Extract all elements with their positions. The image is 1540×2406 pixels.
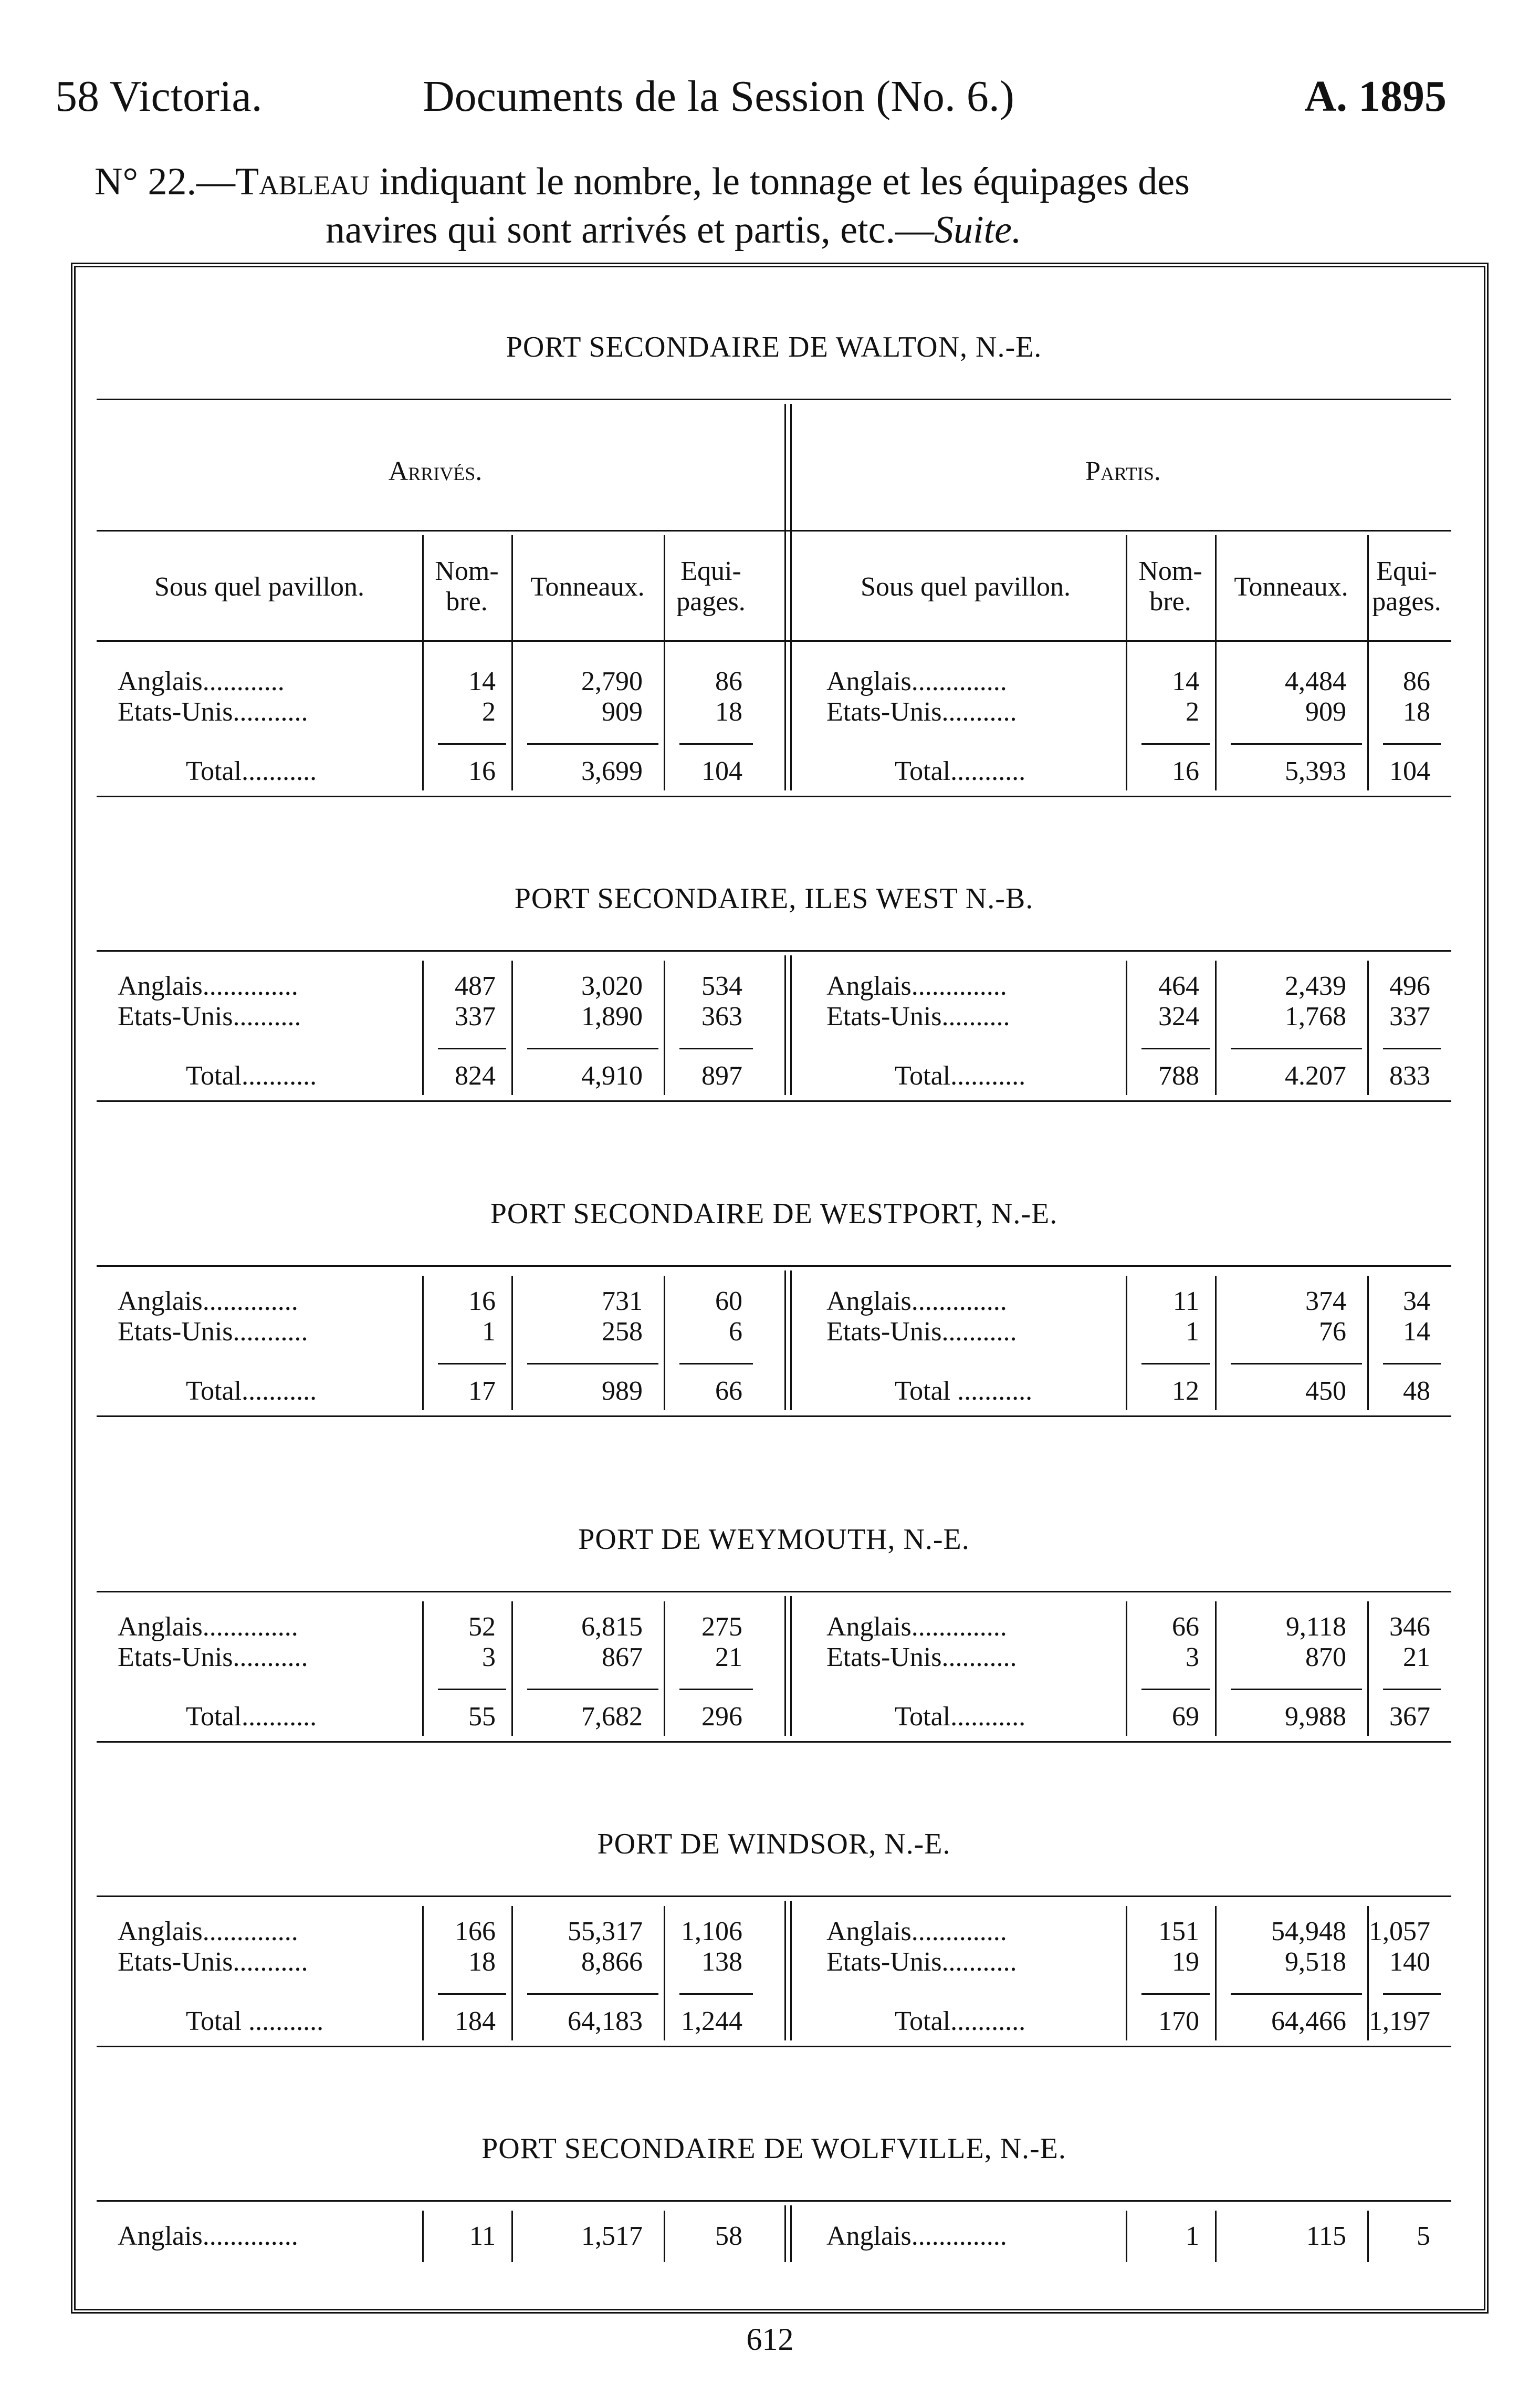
- flag-label: Anglais..............: [826, 971, 1007, 1001]
- total-crew: 296: [701, 1702, 742, 1732]
- column-rule: [664, 1906, 665, 2040]
- ship-count: 11: [1172, 1286, 1199, 1316]
- column-header-crew-line2: pages.: [676, 587, 746, 617]
- total-rule: [438, 1048, 506, 1049]
- total-rule: [1141, 1689, 1210, 1690]
- crew-count: 34: [1403, 1286, 1430, 1316]
- column-header-number-line1: Nom-: [1138, 556, 1202, 586]
- total-rule: [1383, 1689, 1441, 1690]
- total-crew: 1,244: [681, 2006, 742, 2036]
- total-rule: [438, 1689, 506, 1690]
- tonnage-value: 1,517: [581, 2221, 643, 2251]
- crew-count: 138: [701, 1947, 742, 1977]
- section-bottom-rule: [97, 796, 1451, 797]
- total-tonnage: 64,183: [568, 2006, 643, 2036]
- crew-count: 18: [715, 697, 742, 727]
- total-crew: 367: [1389, 1702, 1430, 1732]
- crew-count: 363: [701, 1002, 742, 1032]
- column-rule: [422, 961, 424, 1095]
- column-rule: [422, 535, 424, 790]
- ship-count: 2: [1186, 697, 1199, 727]
- total-count: 788: [1158, 1061, 1199, 1091]
- total-rule: [527, 1993, 658, 1995]
- total-crew: 104: [1389, 756, 1430, 786]
- total-label: Total...........: [895, 2006, 1026, 2036]
- flag-label: Anglais..............: [118, 1286, 298, 1316]
- column-rule: [1126, 961, 1127, 1095]
- ship-count: 16: [468, 1286, 496, 1316]
- total-label: Total...........: [186, 1061, 317, 1091]
- total-tonnage: 4.207: [1285, 1061, 1346, 1091]
- tonnage-value: 4,484: [1285, 666, 1346, 696]
- total-rule: [438, 1993, 506, 1995]
- total-rule: [1231, 1993, 1362, 1995]
- ship-count: 1: [1186, 1317, 1199, 1347]
- crew-count: 21: [1403, 1642, 1430, 1672]
- total-rule: [1141, 1993, 1210, 1995]
- column-rule: [1367, 2211, 1369, 2262]
- total-label: Total...........: [895, 756, 1026, 786]
- section-bottom-rule: [97, 1100, 1451, 1102]
- total-count: 17: [468, 1376, 496, 1406]
- page-header: [55, 71, 1447, 134]
- ship-count: 1: [482, 1317, 496, 1347]
- section-title-rule: [97, 2200, 1451, 2202]
- ship-count: 324: [1158, 1002, 1199, 1032]
- crew-count: 496: [1389, 971, 1430, 1001]
- ship-count: 14: [468, 666, 496, 696]
- total-label: Total...........: [895, 1061, 1026, 1091]
- total-tonnage: 989: [602, 1376, 643, 1406]
- ship-count: 19: [1172, 1947, 1199, 1977]
- ship-count: 18: [468, 1947, 496, 1977]
- total-rule: [1231, 1689, 1362, 1690]
- crew-count: 21: [715, 1642, 742, 1672]
- section-bottom-rule: [97, 1415, 1451, 1417]
- column-rule: [1367, 1906, 1369, 2040]
- crew-count: 275: [701, 1612, 742, 1642]
- total-rule: [527, 1363, 658, 1365]
- ship-count: 337: [455, 1002, 496, 1032]
- departed-heading: Partis.: [1085, 456, 1161, 486]
- title-prefix: N° 22.—: [95, 160, 236, 203]
- flag-label: Anglais..............: [826, 2221, 1007, 2251]
- total-crew: 897: [701, 1061, 742, 1091]
- total-count: 16: [1172, 756, 1199, 786]
- column-rule: [422, 1276, 424, 1410]
- total-tonnage: 4,910: [581, 1061, 643, 1091]
- total-count: 12: [1172, 1376, 1199, 1406]
- title-line-1: [95, 158, 1444, 206]
- crew-count: 140: [1389, 1947, 1430, 1977]
- flag-label: Etats-Unis...........: [118, 697, 308, 727]
- total-crew: 48: [1403, 1376, 1430, 1406]
- total-count: 824: [455, 1061, 496, 1091]
- tonnage-value: 6,815: [581, 1612, 643, 1642]
- title-word: Tableau: [235, 160, 370, 203]
- total-tonnage: 5,393: [1285, 756, 1346, 786]
- column-header-tonnage: Tonneaux.: [1234, 572, 1348, 602]
- tonnage-value: 3,020: [581, 971, 643, 1001]
- column-rule: [664, 535, 665, 790]
- tonnage-value: 909: [1305, 697, 1346, 727]
- column-header-crew-line1: Equi-: [1376, 556, 1437, 586]
- total-rule: [527, 1689, 658, 1690]
- total-crew: 104: [701, 756, 742, 786]
- column-rule: [511, 535, 513, 790]
- flag-label: Etats-Unis..........: [826, 1002, 1010, 1032]
- total-crew: 833: [1389, 1061, 1430, 1091]
- section-title-rule: [97, 399, 1451, 400]
- tonnage-value: 2,790: [581, 666, 643, 696]
- arrived-heading: Arrivés.: [388, 456, 483, 486]
- column-header-crew-line2: pages.: [1372, 587, 1441, 617]
- total-rule: [1141, 1048, 1210, 1049]
- section-title-rule: [97, 1265, 1451, 1267]
- crew-count: 5: [1417, 2221, 1430, 2251]
- crew-count: 18: [1403, 697, 1430, 727]
- total-count: 69: [1172, 1702, 1199, 1732]
- total-label: Total...........: [895, 1702, 1026, 1732]
- total-tonnage: 3,699: [581, 756, 643, 786]
- section-title-rule: [97, 1895, 1451, 1897]
- column-header-flag: Sous quel pavillon.: [154, 572, 365, 602]
- column-rule: [1367, 1276, 1369, 1410]
- ship-count: 3: [1186, 1642, 1199, 1672]
- flag-label: Anglais..............: [826, 1286, 1007, 1316]
- column-header-number-line1: Nom-: [435, 556, 499, 586]
- column-rule: [1126, 1601, 1127, 1736]
- total-crew: 66: [715, 1376, 742, 1406]
- column-rule: [664, 2211, 665, 2262]
- flag-label: Anglais..............: [826, 1612, 1007, 1642]
- column-rule: [664, 961, 665, 1095]
- ship-count: 1: [1186, 2221, 1199, 2251]
- title-line1-rest: indiquant le nombre, le tonnage et les équipages des: [370, 160, 1190, 203]
- ship-count: 66: [1172, 1612, 1199, 1642]
- flag-label: Etats-Unis...........: [826, 1642, 1017, 1672]
- tonnage-value: 867: [602, 1642, 643, 1672]
- total-rule: [1231, 1363, 1362, 1365]
- total-tonnage: 450: [1305, 1376, 1346, 1406]
- ship-count: 166: [455, 1917, 496, 1946]
- section-bottom-rule: [97, 2046, 1451, 2047]
- ship-count: 2: [482, 697, 496, 727]
- column-header-crew-line1: Equi-: [680, 556, 741, 586]
- column-rule: [1126, 2211, 1127, 2262]
- column-rule: [1215, 1906, 1217, 2040]
- column-header-crew: [664, 556, 758, 617]
- total-rule: [1383, 1993, 1441, 1995]
- ship-count: 14: [1172, 666, 1199, 696]
- flag-label: Anglais..............: [118, 1612, 298, 1642]
- crew-count: 337: [1389, 1002, 1430, 1032]
- tonnage-value: 374: [1305, 1286, 1346, 1316]
- tonnage-value: 1,890: [581, 1002, 643, 1032]
- column-rule: [1367, 1601, 1369, 1736]
- title-suite: Suite.: [934, 209, 1022, 252]
- tonnage-value: 76: [1319, 1317, 1346, 1347]
- side-divider: [784, 1901, 792, 2040]
- crew-count: 86: [715, 666, 742, 696]
- tonnage-value: 55,317: [568, 1917, 643, 1946]
- tonnage-value: 258: [602, 1317, 643, 1347]
- tonnage-value: 54,948: [1271, 1917, 1346, 1946]
- crew-count: 14: [1403, 1317, 1430, 1347]
- tonnage-value: 115: [1306, 2221, 1346, 2251]
- tonnage-value: 870: [1305, 1642, 1346, 1672]
- column-rule: [664, 1276, 665, 1410]
- section-bottom-rule: [97, 1741, 1451, 1743]
- section-title-rule: [97, 1591, 1451, 1592]
- column-header-number-line2: bre.: [446, 587, 488, 617]
- side-divider: [784, 955, 792, 1095]
- flag-label: Etats-Unis...........: [826, 1947, 1017, 1977]
- header-left: 58 Victoria.: [55, 72, 263, 121]
- section-title: PORT SECONDAIRE DE WOLFVILLE, N.-E.: [481, 2132, 1066, 2165]
- column-rule: [511, 2211, 513, 2262]
- total-count: 16: [468, 756, 496, 786]
- flag-label: Anglais..............: [826, 666, 1007, 696]
- total-label: Total ...........: [895, 1376, 1033, 1406]
- ship-count: 11: [469, 2221, 496, 2251]
- column-rule: [511, 1601, 513, 1736]
- section-title-rule: [97, 950, 1451, 952]
- total-rule: [1383, 1363, 1441, 1365]
- total-count: 184: [455, 2006, 496, 2036]
- ship-count: 3: [482, 1642, 496, 1672]
- flag-label: Etats-Unis..........: [118, 1002, 301, 1032]
- tonnage-value: 9,518: [1285, 1947, 1346, 1977]
- total-rule: [679, 1993, 753, 1995]
- column-rule: [1367, 535, 1369, 790]
- column-rule: [422, 1601, 424, 1736]
- side-divider: [784, 1596, 792, 1736]
- column-header-rule: [97, 640, 1451, 642]
- title-line2: navires qui sont arrivés et partis, etc.—: [326, 209, 934, 252]
- ship-count: 487: [455, 971, 496, 1001]
- crew-count: 346: [1389, 1612, 1430, 1642]
- total-count: 55: [468, 1702, 496, 1732]
- crew-count: 1,057: [1369, 1917, 1430, 1946]
- column-rule: [1215, 2211, 1217, 2262]
- column-header-number-line2: bre.: [1149, 587, 1191, 617]
- page-number: 612: [746, 2322, 794, 2357]
- column-header-number: [1126, 556, 1215, 617]
- total-rule: [1231, 743, 1362, 745]
- header-center: Documents de la Session (No. 6.): [423, 72, 1014, 121]
- column-rule: [1215, 961, 1217, 1095]
- flag-label: Anglais............: [118, 666, 285, 696]
- tonnage-value: 909: [602, 697, 643, 727]
- ship-count: 464: [1158, 971, 1199, 1001]
- table-title: [95, 158, 1444, 254]
- side-divider: [784, 404, 792, 790]
- tonnage-value: 1,768: [1285, 1002, 1346, 1032]
- column-header-number: [422, 556, 511, 617]
- column-rule: [1126, 1276, 1127, 1410]
- tonnage-value: 2,439: [1285, 971, 1346, 1001]
- flag-label: Anglais..............: [118, 2221, 298, 2251]
- column-rule: [1215, 1276, 1217, 1410]
- side-divider: [784, 1270, 792, 1410]
- flag-label: Etats-Unis...........: [118, 1317, 308, 1347]
- total-label: Total...........: [186, 1702, 317, 1732]
- section-title: PORT SECONDAIRE DE WALTON, N.-E.: [506, 331, 1042, 363]
- total-label: Total ...........: [186, 2006, 324, 2036]
- section-title: PORT DE WEYMOUTH, N.-E.: [578, 1523, 970, 1556]
- ship-count: 52: [468, 1612, 496, 1642]
- section-title: PORT DE WINDSOR, N.-E.: [597, 1828, 951, 1860]
- column-rule: [422, 1906, 424, 2040]
- total-rule: [679, 743, 753, 745]
- column-group-rule: [97, 530, 1451, 532]
- column-header-tonnage: Tonneaux.: [530, 572, 645, 602]
- column-rule: [511, 1276, 513, 1410]
- column-rule: [1215, 1601, 1217, 1736]
- total-crew: 1,197: [1369, 2006, 1430, 2036]
- crew-count: 58: [715, 2221, 742, 2251]
- flag-label: Etats-Unis...........: [118, 1947, 308, 1977]
- column-rule: [511, 1906, 513, 2040]
- flag-label: Etats-Unis...........: [118, 1642, 308, 1672]
- total-rule: [527, 1048, 658, 1049]
- tonnage-value: 8,866: [581, 1947, 643, 1977]
- total-rule: [438, 743, 506, 745]
- crew-count: 60: [715, 1286, 742, 1316]
- total-tonnage: 9,988: [1285, 1702, 1346, 1732]
- total-rule: [1231, 1048, 1362, 1049]
- column-header-flag: Sous quel pavillon.: [860, 572, 1071, 602]
- tonnage-value: 9,118: [1285, 1612, 1346, 1642]
- total-rule: [1383, 743, 1441, 745]
- total-rule: [679, 1363, 753, 1365]
- crew-count: 86: [1403, 666, 1430, 696]
- total-rule: [1141, 1363, 1210, 1365]
- column-rule: [1126, 535, 1127, 790]
- section-title: PORT SECONDAIRE DE WESTPORT, N.-E.: [490, 1197, 1058, 1230]
- flag-label: Etats-Unis...........: [826, 1317, 1017, 1347]
- total-rule: [1141, 743, 1210, 745]
- column-rule: [1215, 535, 1217, 790]
- flag-label: Anglais..............: [826, 1917, 1007, 1946]
- total-rule: [1383, 1048, 1441, 1049]
- column-rule: [664, 1601, 665, 1736]
- crew-count: 6: [729, 1317, 742, 1347]
- column-header-crew: [1367, 556, 1446, 617]
- total-rule: [679, 1048, 753, 1049]
- flag-label: Anglais..............: [118, 1917, 298, 1946]
- column-rule: [511, 961, 513, 1095]
- table-frame: [71, 263, 1489, 2314]
- total-tonnage: 64,466: [1271, 2006, 1346, 2036]
- column-rule: [1126, 1906, 1127, 2040]
- side-divider: [784, 2205, 792, 2262]
- total-rule: [438, 1363, 506, 1365]
- column-rule: [422, 2211, 424, 2262]
- total-label: Total...........: [186, 756, 317, 786]
- total-tonnage: 7,682: [581, 1702, 643, 1732]
- section-title: PORT SECONDAIRE, ILES WEST N.-B.: [514, 882, 1034, 915]
- tonnage-value: 731: [602, 1286, 643, 1316]
- total-count: 170: [1158, 2006, 1199, 2036]
- total-rule: [527, 743, 658, 745]
- crew-count: 534: [701, 971, 742, 1001]
- header-right: A. 1895: [1304, 72, 1447, 121]
- crew-count: 1,106: [681, 1917, 742, 1946]
- total-label: Total...........: [186, 1376, 317, 1406]
- total-rule: [679, 1689, 753, 1690]
- ship-count: 151: [1158, 1917, 1199, 1946]
- title-line-2: [95, 206, 1444, 254]
- flag-label: Etats-Unis...........: [826, 697, 1017, 727]
- column-rule: [1367, 961, 1369, 1095]
- flag-label: Anglais..............: [118, 971, 298, 1001]
